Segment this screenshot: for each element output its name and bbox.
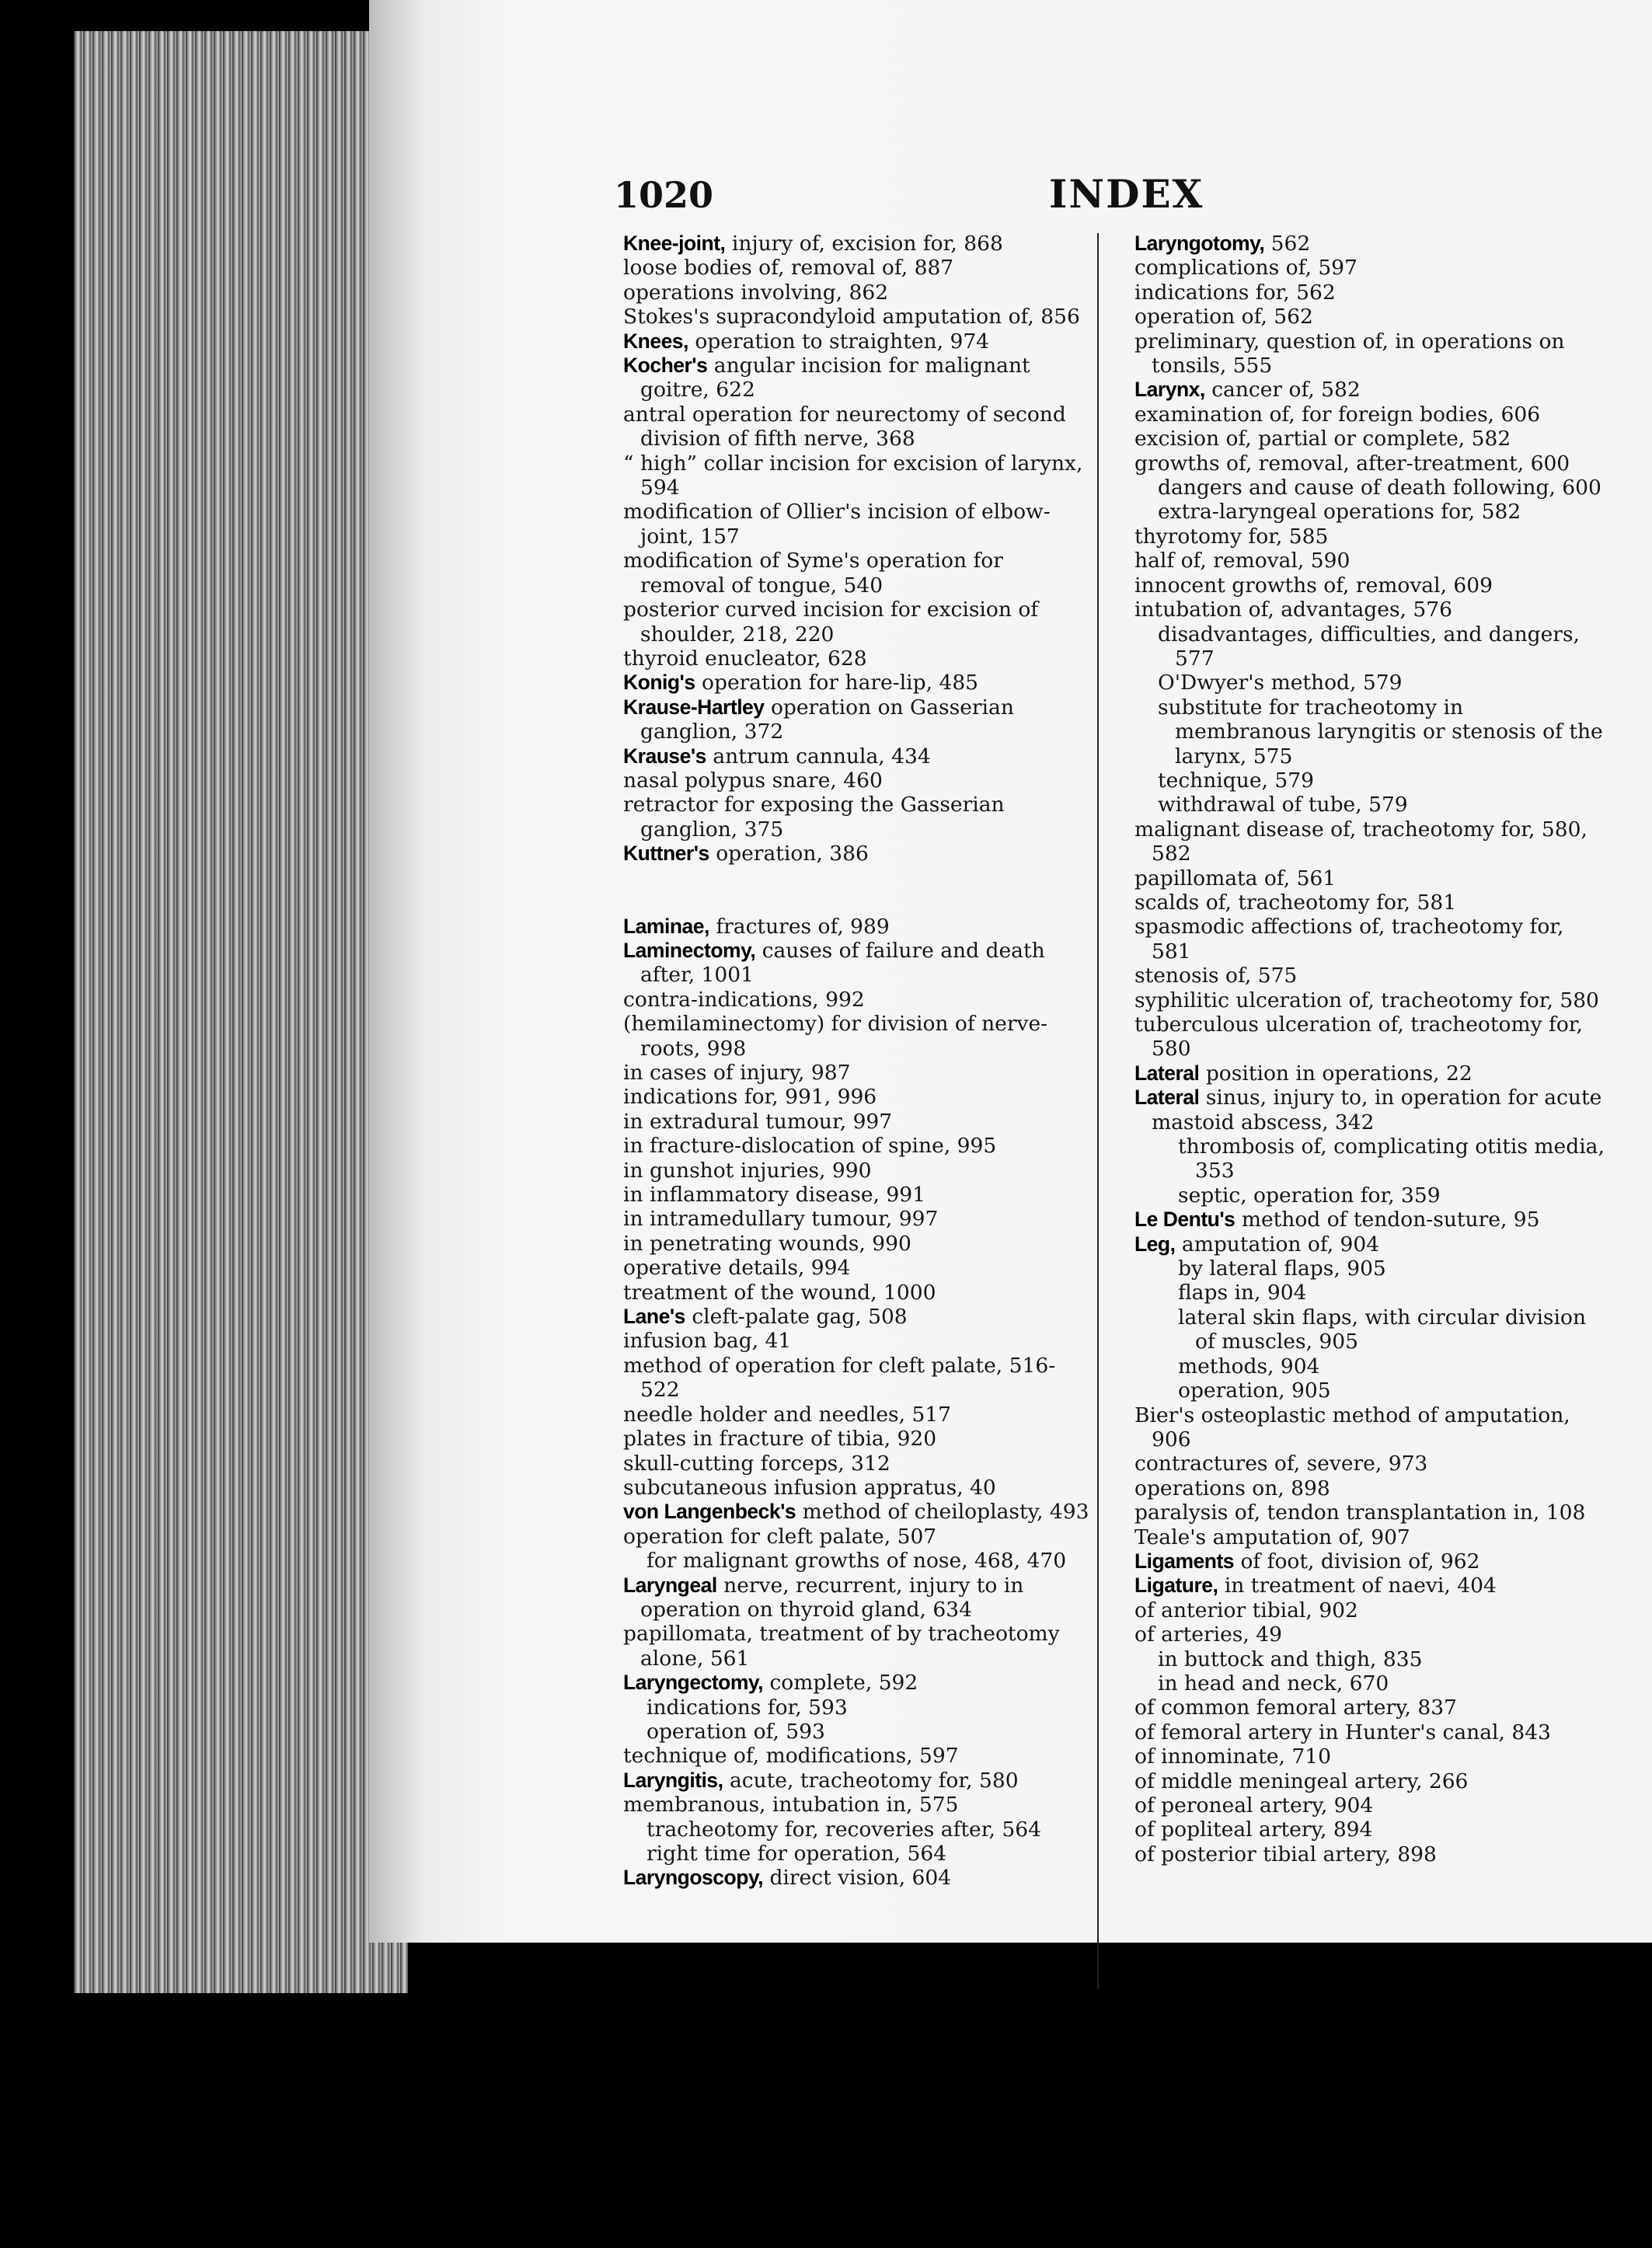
index-entry-text: paralysis of, tendon transplantation in, 108 (1134, 1500, 1586, 1525)
index-heading-term: Laryngitis, (623, 1768, 723, 1792)
index-entry-text: in cases of injury, 987 (623, 1061, 851, 1085)
index-subentry (597, 1720, 1090, 1744)
index-subentry (1108, 525, 1605, 549)
index-entry-text: fractures of, 989 (709, 914, 890, 939)
index-heading-term: Ligaments (1134, 1549, 1235, 1573)
index-entry-text: of common femoral artery, 837 (1134, 1696, 1457, 1720)
index-entry-text: Teale's amputation of, 907 (1134, 1525, 1410, 1549)
index-heading-entry (597, 695, 1090, 744)
index-entry-text: spasmodic affections of, tracheotomy for, 581 (1134, 915, 1564, 964)
index-heading-entry (597, 1574, 1090, 1622)
index-column-right (1108, 232, 1605, 1866)
index-subentry (597, 647, 1090, 671)
index-heading-entry (597, 1671, 1090, 1695)
index-entry-text: complications of, 597 (1134, 256, 1357, 281)
index-heading-term: Lateral (1134, 1061, 1200, 1085)
index-subentry (597, 1549, 1090, 1573)
index-heading-entry (597, 939, 1090, 988)
index-subentry (597, 1622, 1090, 1671)
index-subentry (597, 1256, 1090, 1280)
index-subentry (1108, 964, 1605, 988)
index-entry-text: of middle meningeal artery, 266 (1134, 1769, 1469, 1793)
index-subentry (1108, 1012, 1605, 1061)
index-entry-text: half of, removal, 590 (1134, 549, 1351, 573)
index-heading-term: Laminectomy, (623, 938, 756, 962)
index-entry-text: dangers and cause of death following, 600 (1158, 476, 1601, 500)
index-entry-text: stenosis of, 575 (1134, 964, 1298, 988)
index-subentry (597, 403, 1090, 451)
index-entry-text: indications for, 991, 996 (623, 1085, 877, 1110)
index-entry-text: of peroneal artery, 904 (1134, 1793, 1374, 1818)
index-subentry (1108, 1525, 1605, 1549)
index-heading-term: Krause-Hartley (623, 695, 765, 719)
index-entry-text: malignant disease of, tracheotomy for, 580, 582 (1134, 817, 1588, 866)
index-column-left (597, 232, 1090, 1891)
book-page-edges (74, 31, 408, 1993)
index-subentry (1108, 695, 1605, 769)
index-subentry (597, 1427, 1090, 1451)
index-entry-text: antral operation for neurectomy of second division of fifth nerve, 368 (623, 402, 1066, 451)
index-entry-text: acute, tracheotomy for, 580 (723, 1768, 1019, 1793)
index-subentry (1108, 1305, 1605, 1354)
index-subentry (597, 1403, 1090, 1427)
index-subentry (1108, 305, 1605, 329)
index-heading-entry (597, 1305, 1090, 1329)
index-subentry (597, 1525, 1090, 1549)
index-heading-entry (1108, 1208, 1605, 1232)
index-entry-text: tracheotomy for, recoveries after, 564 (647, 1817, 1041, 1842)
index-subentry (597, 1012, 1090, 1061)
index-subentry (1108, 1281, 1605, 1305)
index-heading-term: Laryngeal (623, 1573, 717, 1597)
index-subentry (1108, 1842, 1605, 1866)
index-heading-term: Laryngectomy, (623, 1671, 764, 1695)
index-entry-text: operation, 905 (1178, 1378, 1331, 1403)
index-entry-text: thyroid enucleator, 628 (623, 646, 867, 671)
index-subentry (1108, 1476, 1605, 1500)
index-subentry (1108, 1696, 1605, 1720)
index-letter-gap (597, 866, 1090, 915)
index-subentry (1108, 598, 1605, 622)
index-entry-text: in buttock and thigh, 835 (1158, 1647, 1423, 1671)
index-entry-text: operation on Gasserian ganglion, 372 (640, 695, 1014, 744)
index-entry-text: operation to straighten, 974 (688, 329, 990, 354)
index-entry-text: cleft-palate gag, 508 (685, 1305, 908, 1330)
index-entry-text: (hemilaminectomy) for division of nerve-roots, 998 (623, 1012, 1048, 1061)
index-entry-text: operation for cleft palate, 507 (623, 1524, 937, 1549)
index-subentry (1108, 476, 1605, 500)
index-entry-text: operations on, 898 (1134, 1476, 1330, 1500)
index-entry-text: operation of, 593 (647, 1719, 825, 1744)
index-entry-text: papillomata, treatment of by tracheotomy alone, 561 (623, 1622, 1060, 1671)
index-entry-text: of posterior tibial artery, 898 (1134, 1842, 1437, 1866)
index-heading-entry (597, 1769, 1090, 1793)
index-entry-text: treatment of the wound, 1000 (623, 1280, 936, 1305)
index-entry-text: technique, 579 (1158, 768, 1314, 793)
index-entry-text: extra-laryngeal operations for, 582 (1158, 500, 1521, 525)
index-heading-term: Lane's (623, 1305, 685, 1329)
index-entry-text: in penetrating wounds, 990 (623, 1231, 911, 1256)
index-subentry (1108, 1256, 1605, 1281)
index-subentry (597, 1061, 1090, 1085)
index-entry-text: thrombosis of, complicating otitis media, 353 (1178, 1134, 1605, 1183)
index-subentry (597, 256, 1090, 280)
index-entry-text: operations involving, 862 (623, 280, 889, 305)
index-entry-text: injury of, excision for, 868 (725, 232, 1003, 256)
index-heading-entry (1108, 1086, 1605, 1134)
index-entry-text: modification of Ollier's incision of elbow-joint, 157 (623, 500, 1051, 549)
index-entry-text: thyrotomy for, 585 (1134, 524, 1329, 549)
index-entry-text: contra-indications, 992 (623, 987, 865, 1012)
index-entry-text: of anterior tibial, 902 (1134, 1598, 1358, 1622)
index-entry-text: skull-cutting forceps, 312 (623, 1451, 890, 1476)
index-entry-text: flaps in, 904 (1178, 1281, 1307, 1305)
index-entry-text: lateral skin flaps, with circular division of muscles, 905 (1178, 1305, 1587, 1354)
index-entry-text: by lateral flaps, 905 (1178, 1256, 1386, 1281)
index-subentry (597, 1354, 1090, 1403)
index-entry-text: of femoral artery in Hunter's canal, 843 (1134, 1720, 1551, 1744)
index-subentry (1108, 1378, 1605, 1403)
index-entry-text: Stokes's supracondyloid amputation of, 856 (623, 305, 1080, 329)
index-heading-entry (597, 842, 1090, 866)
index-subentry (597, 1159, 1090, 1183)
index-entry-text: preliminary, question of, in operations on tonsils, 555 (1134, 329, 1565, 378)
index-subentry (597, 1842, 1090, 1866)
index-heading-entry (597, 915, 1090, 939)
index-entry-text: loose bodies of, removal of, 887 (623, 256, 954, 281)
index-heading-term: Laminae, (623, 914, 709, 938)
index-entry-text: operative details, 994 (623, 1256, 851, 1281)
index-subentry (597, 1281, 1090, 1305)
index-subentry (597, 281, 1090, 305)
index-entry-text: needle holder and needles, 517 (623, 1402, 952, 1427)
index-heading-term: Kuttner's (623, 842, 709, 866)
index-heading-entry (597, 354, 1090, 403)
index-heading-term: Ligature, (1134, 1574, 1218, 1598)
index-entry-text: for malignant growths of nose, 468, 470 (647, 1549, 1067, 1574)
index-entry-text: indications for, 593 (647, 1695, 848, 1720)
index-entry-text: operation of, 562 (1134, 305, 1313, 329)
index-subentry (597, 598, 1090, 647)
index-entry-text: in inflammatory disease, 991 (623, 1183, 925, 1208)
index-heading-term: Kocher's (623, 354, 708, 378)
index-heading-entry (597, 1866, 1090, 1890)
index-entry-text: posterior curved incision for excision of shoulder, 218, 220 (623, 598, 1039, 647)
index-entry-text: disadvantages, difficulties, and dangers, 577 (1158, 622, 1580, 671)
index-subentry (597, 500, 1090, 549)
index-heading-entry (597, 744, 1090, 769)
index-entry-text: 562 (1264, 232, 1311, 256)
index-subentry (597, 1329, 1090, 1353)
index-entry-text: tuberculous ulceration of, tracheotomy for, 580 (1134, 1012, 1583, 1061)
index-entry-text: papillomata of, 561 (1134, 866, 1337, 890)
index-subentry (597, 1232, 1090, 1256)
index-entry-text: operation, 386 (709, 842, 869, 866)
index-entry-text: method of tendon-suture, 95 (1235, 1208, 1540, 1232)
index-heading-term: Lateral (1134, 1086, 1200, 1110)
index-heading-entry (597, 671, 1090, 695)
index-heading-entry (1108, 1232, 1605, 1256)
index-heading-entry (597, 1500, 1090, 1524)
index-subentry (1108, 1452, 1605, 1476)
index-subentry (1108, 866, 1605, 890)
index-heading-entry (597, 232, 1090, 256)
index-subentry (1108, 793, 1605, 817)
index-entry-text: cancer of, 582 (1204, 378, 1361, 403)
index-heading-term: Larynx, (1134, 378, 1205, 402)
index-entry-text: right time for operation, 564 (647, 1842, 947, 1866)
index-heading-entry (1108, 1549, 1605, 1574)
index-subentry (1108, 915, 1605, 964)
index-heading-term: Leg, (1134, 1232, 1176, 1256)
index-heading-entry (597, 329, 1090, 354)
index-subentry (1108, 549, 1605, 573)
page-number: 1020 (614, 174, 714, 216)
index-entry-text: modification of Syme's operation for removal of tongue, 540 (623, 549, 1003, 598)
index-entry-text: contractures of, severe, 973 (1134, 1452, 1428, 1476)
index-entry-text: scalds of, tracheotomy for, 581 (1134, 890, 1457, 915)
index-subentry (1108, 1354, 1605, 1378)
index-subentry (597, 1207, 1090, 1231)
index-entry-text: of innominate, 710 (1134, 1744, 1331, 1769)
index-entry-text: excision of, partial or complete, 582 (1134, 427, 1511, 451)
index-subentry (1108, 281, 1605, 305)
index-subentry (1108, 573, 1605, 598)
index-entry-text: in gunshot injuries, 990 (623, 1158, 872, 1183)
index-subentry (597, 1110, 1090, 1134)
index-subentry (597, 1134, 1090, 1158)
index-entry-text: sinus, injury to, in operation for acute mastoid abscess, 342 (1152, 1086, 1602, 1134)
index-heading-entry (1108, 1574, 1605, 1598)
index-entry-text: nasal polypus snare, 460 (623, 768, 883, 793)
column-divider (1097, 233, 1099, 1989)
index-subentry (597, 1085, 1090, 1109)
index-subentry (597, 1793, 1090, 1817)
index-subentry (597, 451, 1090, 500)
index-entry-text: O'Dwyer's method, 579 (1158, 671, 1403, 695)
index-entry-text: retractor for exposing the Gasserian ganglion, 375 (623, 793, 1005, 842)
index-subentry (597, 1476, 1090, 1500)
index-subentry (1108, 1183, 1605, 1208)
index-entry-text: operation for hare-lip, 485 (695, 671, 979, 695)
index-entry-text: innocent growths of, removal, 609 (1134, 573, 1493, 598)
index-subentry (1108, 622, 1605, 671)
index-subentry (597, 1183, 1090, 1207)
index-subentry (1108, 890, 1605, 915)
index-entry-text: Bier's osteoplastic method of amputation, 906 (1134, 1403, 1570, 1452)
index-subentry (1108, 1671, 1605, 1696)
index-entry-text: intubation of, advantages, 576 (1134, 598, 1452, 622)
index-heading-entry (1108, 378, 1605, 402)
index-subentry (597, 988, 1090, 1012)
index-entry-text: methods, 904 (1178, 1354, 1320, 1378)
index-subentry (1108, 1720, 1605, 1744)
index-subentry (1108, 1500, 1605, 1525)
index-entry-text: subcutaneous infusion appratus, 40 (623, 1475, 996, 1500)
index-entry-text: technique of, modifications, 597 (623, 1744, 959, 1769)
index-subentry (1108, 1769, 1605, 1793)
index-entry-text: in head and neck, 670 (1158, 1671, 1389, 1696)
index-entry-text: syphilitic ulceration of, tracheotomy for, 580 (1134, 988, 1599, 1012)
index-subentry (1108, 1818, 1605, 1842)
index-heading-term: Konig's (623, 671, 695, 695)
index-subentry (1108, 769, 1605, 793)
index-subentry (1108, 1622, 1605, 1647)
index-entry-text: membranous, intubation in, 575 (623, 1793, 959, 1818)
index-entry-text: causes of failure and death after, 1001 (640, 938, 1045, 988)
index-heading-term: Knees, (623, 329, 688, 353)
index-subentry (1108, 256, 1605, 280)
index-entry-text: substitute for tracheotomy in membranous laryngitis or stenosis of the larynx, 575 (1158, 695, 1603, 769)
index-subentry (597, 1744, 1090, 1768)
index-entry-text: in extradural tumour, 997 (623, 1109, 893, 1134)
index-entry-text: complete, 592 (763, 1671, 918, 1696)
index-entry-text: antrum cannula, 434 (706, 744, 931, 769)
index-subentry (1108, 1403, 1605, 1452)
index-subentry (1108, 817, 1605, 866)
index-subentry (1108, 427, 1605, 451)
index-heading-term: Knee-joint, (623, 232, 726, 255)
index-entry-text: angular incision for malignant goitre, 622 (640, 354, 1030, 403)
index-entry-text: in fracture-dislocation of spine, 995 (623, 1134, 997, 1159)
index-subentry (597, 1818, 1090, 1842)
index-entry-text: of arteries, 49 (1134, 1622, 1282, 1647)
index-subentry (1108, 1793, 1605, 1818)
index-entry-text: septic, operation for, 359 (1178, 1183, 1441, 1208)
index-heading-term: Le Dentu's (1134, 1208, 1236, 1232)
index-subentry (597, 793, 1090, 842)
index-entry-text: plates in fracture of tibia, 920 (623, 1427, 937, 1452)
index-entry-text: of popliteal artery, 894 (1134, 1818, 1373, 1842)
index-subentry (1108, 1134, 1605, 1183)
index-entry-text: of foot, division of, 962 (1234, 1549, 1480, 1574)
index-subentry (1108, 988, 1605, 1012)
index-subentry (1108, 329, 1605, 378)
index-subentry (1108, 671, 1605, 695)
index-entry-text: indications for, 562 (1134, 280, 1336, 305)
index-entry-text: infusion bag, 41 (623, 1329, 792, 1354)
index-subentry (1108, 1744, 1605, 1769)
index-entry-text: “ high” collar incision for excision of larynx, 594 (623, 451, 1083, 500)
index-subentry (1108, 500, 1605, 524)
index-subentry (1108, 403, 1605, 427)
index-entry-text: in treatment of naevi, 404 (1218, 1574, 1497, 1598)
index-entry-text: nerve, recurrent, injury to in operation on thyroid gland, 634 (640, 1573, 1024, 1622)
index-subentry (597, 1452, 1090, 1476)
index-subentry (597, 769, 1090, 793)
index-heading-entry (1108, 1061, 1605, 1086)
page-title: INDEX (1049, 171, 1204, 217)
index-subentry (597, 305, 1090, 329)
index-entry-text: examination of, for foreign bodies, 606 (1134, 402, 1541, 427)
index-subentry (597, 549, 1090, 598)
index-entry-text: amputation of, 904 (1175, 1232, 1380, 1256)
index-entry-text: method of operation for cleft palate, 516-522 (623, 1353, 1056, 1403)
index-heading-entry (1108, 232, 1605, 256)
index-heading-term: Laryngoscopy, (623, 1866, 764, 1890)
index-subentry (597, 1696, 1090, 1720)
index-heading-term: von Langenbeck's (623, 1500, 796, 1524)
index-subentry (1108, 1647, 1605, 1671)
index-entry-text: direct vision, 604 (763, 1866, 952, 1891)
index-subentry (1108, 1598, 1605, 1622)
index-subentry (1108, 451, 1605, 476)
index-entry-text: withdrawal of tube, 579 (1158, 793, 1408, 817)
index-heading-term: Laryngotomy, (1134, 232, 1265, 255)
index-entry-text: method of cheiloplasty, 493 (796, 1500, 1089, 1525)
index-entry-text: position in operations, 22 (1199, 1061, 1473, 1086)
index-entry-text: in intramedullary tumour, 997 (623, 1207, 939, 1232)
index-entry-text: growths of, removal, after-treatment, 600 (1134, 451, 1570, 476)
index-heading-term: Krause's (623, 744, 706, 768)
